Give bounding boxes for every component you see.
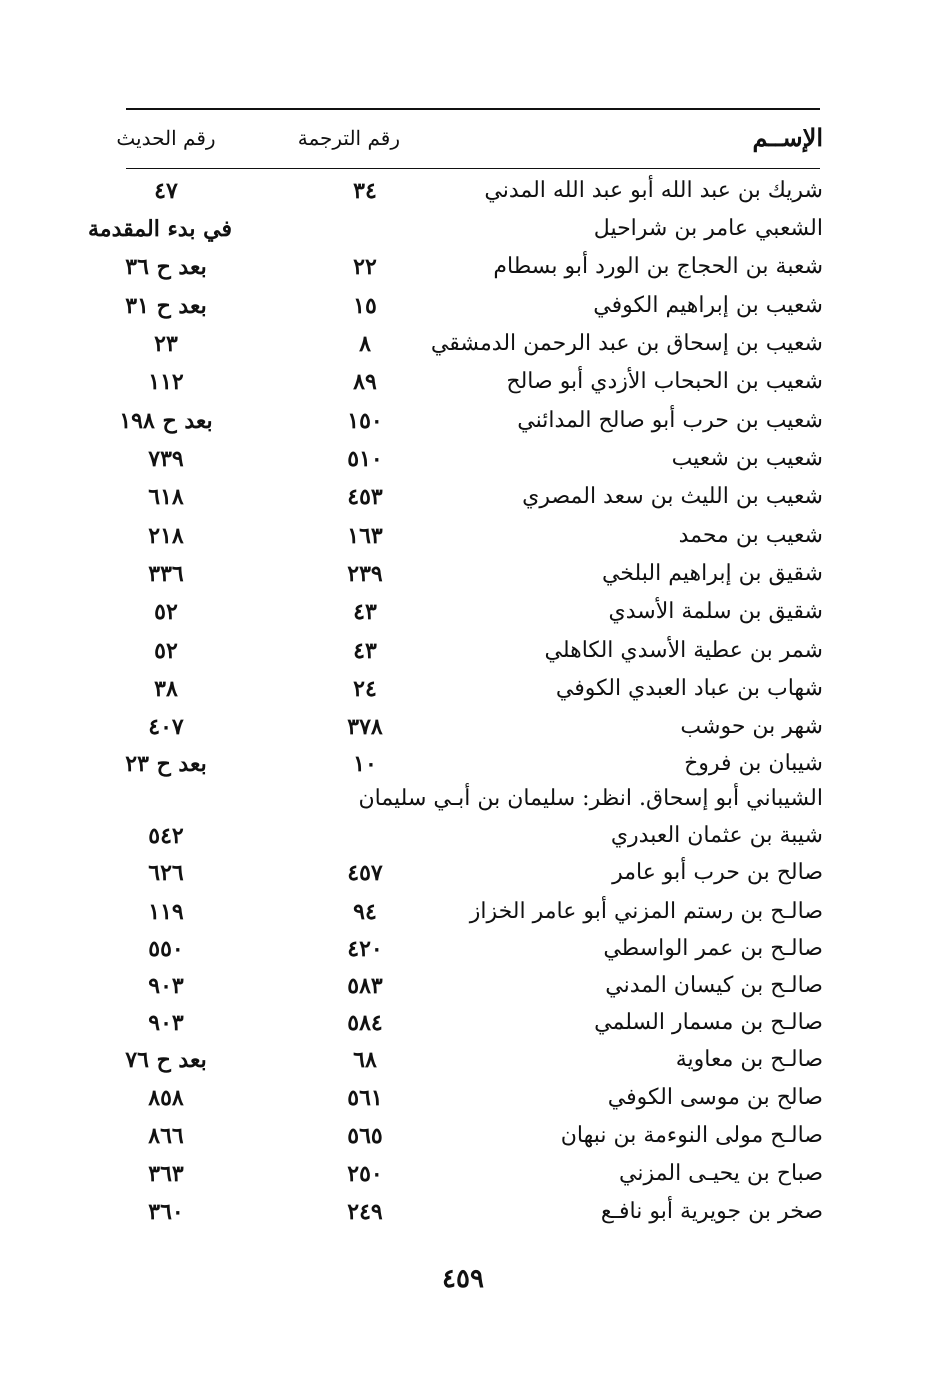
biography-number: ٨ — [359, 331, 371, 357]
biography-number: ١٦٣ — [347, 523, 383, 549]
biography-number: ٥٨٣ — [347, 973, 383, 999]
hadith-number: بعد ح ١٩٨ — [119, 408, 213, 434]
table-row — [0, 1155, 927, 1193]
narrator-name: صالـح مولى النوءمة بن نبهان — [560, 1123, 823, 1148]
biography-number: ٦٨ — [353, 1047, 377, 1073]
biography-number: ٢٢ — [353, 254, 377, 280]
hadith-number: ٣٦٠ — [148, 1199, 184, 1225]
biography-number — [330, 210, 400, 248]
hadith-number: ١١٩ — [148, 899, 184, 925]
biography-number — [330, 817, 400, 855]
narrator-name: شهر بن حوشب — [680, 714, 823, 739]
narrator-name: شريك بن عبد الله أبو عبد الله المدني — [484, 178, 823, 203]
narrator-name: شقيق بن إبراهيم البلخي — [601, 561, 823, 586]
biography-number: ١٥ — [353, 293, 377, 319]
narrator-name: صباح بن يحيـى المزني — [619, 1161, 823, 1186]
narrator-name: شعبة بن الحجاج بن الورد أبو بسطام — [493, 254, 823, 279]
narrator-name: شعيب بن الليث بن سعد المصري — [522, 484, 823, 509]
hadith-number: ٣٨ — [154, 676, 178, 702]
table-row — [0, 780, 927, 818]
table-row — [0, 817, 927, 855]
table-row — [0, 1117, 927, 1155]
narrator-name: شعيب بن الحبحاب الأزدي أبو صالح — [506, 369, 823, 394]
hadith-number: ٥٢ — [154, 638, 178, 664]
page-number: ٤٥٩ — [442, 1264, 484, 1294]
narrator-name: شعيب بن شعيب — [671, 446, 823, 471]
narrator-name: شعيب بن إبراهيم الكوفي — [593, 293, 823, 318]
hadith-number: ٩٠٣ — [148, 1010, 184, 1036]
hadith-number: ٧٣٩ — [148, 446, 184, 472]
biography-number: ٥٦١ — [347, 1085, 383, 1111]
hadith-number: ٢٣ — [154, 331, 178, 357]
hadith-number-column-header: رقم الحديث — [116, 126, 216, 150]
biography-number: ١٥٠ — [347, 408, 383, 434]
table-row — [0, 967, 927, 1005]
table-row — [0, 555, 927, 593]
biography-number: ٢٥٠ — [347, 1161, 383, 1187]
table-row — [0, 670, 927, 708]
table-row — [0, 172, 927, 210]
narrator-name: صخر بن جويرية أبو نافـع — [600, 1199, 823, 1224]
narrator-name: صالـح بن رستم المزني أبو عامر الخزاز — [469, 899, 823, 924]
biography-number: ٤٥٣ — [347, 484, 383, 510]
narrator-name: صالـح بن معاوية — [675, 1047, 823, 1072]
hadith-number: ٦٢٦ — [148, 860, 184, 886]
table-row — [0, 854, 927, 892]
biography-number: ٢٤٩ — [347, 1199, 383, 1225]
narrator-name: شعيب بن إسحاق بن عبد الرحمن الدمشقي — [430, 331, 823, 356]
hadith-number: ٥٤٢ — [148, 823, 184, 849]
hadith-number: ٣٣٦ — [148, 561, 184, 587]
narrator-name: شعيب بن حرب أبو صالح المدائني — [517, 408, 823, 433]
table-row — [0, 517, 927, 555]
hadith-number: ٤٧ — [154, 178, 178, 204]
top-rule — [126, 108, 820, 110]
name-column-header: الإســم — [752, 123, 823, 152]
table-row — [0, 1041, 927, 1079]
hadith-number: ١١٢ — [148, 369, 184, 395]
hadith-number: ٣٦٣ — [148, 1161, 184, 1187]
table-row — [0, 593, 927, 631]
table-row — [0, 325, 927, 363]
table-row — [0, 708, 927, 746]
table-row — [0, 745, 927, 783]
biography-number: ٤٢٠ — [347, 936, 383, 962]
hadith-number: بعد ح ٢٣ — [125, 751, 207, 777]
table-row — [0, 1004, 927, 1042]
hadith-number: ٥٥٠ — [148, 936, 184, 962]
hadith-number — [100, 780, 232, 818]
narrator-name: شهاب بن عباد العبدي الكوفي — [555, 676, 823, 701]
biography-number: ٨٩ — [353, 369, 377, 395]
table-row — [0, 632, 927, 670]
table-row — [0, 930, 927, 968]
narrator-name: شيبان بن فروخ — [684, 751, 823, 776]
table-row — [0, 363, 927, 401]
biography-number: ٢٤ — [353, 676, 377, 702]
hadith-number: بعد ح ٧٦ — [125, 1047, 207, 1073]
table-row — [0, 287, 927, 325]
table-row — [0, 402, 927, 440]
biography-number: ٤٣ — [353, 638, 377, 664]
biography-number: ١٠ — [353, 751, 377, 777]
hadith-number: ٦١٨ — [148, 484, 184, 510]
table-row — [0, 210, 927, 248]
narrator-name: شمر بن عطية الأسدي الكاهلي — [544, 638, 823, 663]
narrator-name: شقيق بن سلمة الأسدي — [608, 599, 823, 624]
table-row — [0, 440, 927, 478]
hadith-number: في بدء المقدمة — [88, 216, 232, 242]
hadith-number: ٥٢ — [154, 599, 178, 625]
narrator-name: صالـح بن مسمار السلمي — [594, 1010, 823, 1035]
narrator-name: صالـح بن عمر الواسطي — [603, 936, 823, 961]
biography-number: ٥١٠ — [347, 446, 383, 472]
narrator-name: صالح بن حرب أبو عامر — [612, 860, 823, 885]
biography-number: ٥٨٤ — [347, 1010, 383, 1036]
header-rule — [126, 168, 820, 169]
hadith-number: بعد ح ٣٦ — [125, 254, 207, 280]
hadith-number: ٨٥٨ — [148, 1085, 184, 1111]
narrator-name: شعيب بن محمد — [678, 523, 823, 548]
biography-number: ٣٧٨ — [347, 714, 383, 740]
table-header — [0, 118, 927, 158]
biography-number — [330, 780, 400, 818]
hadith-number: ٢١٨ — [148, 523, 184, 549]
biography-number: ٩٤ — [353, 899, 377, 925]
narrator-name: شيبة بن عثمان العبدري — [610, 823, 823, 848]
hadith-number: ٩٠٣ — [148, 973, 184, 999]
biography-number: ٥٦٥ — [347, 1123, 383, 1149]
table-row — [0, 1079, 927, 1117]
biography-number: ٢٣٩ — [347, 561, 383, 587]
narrator-name: صالح بن موسى الكوفي — [607, 1085, 823, 1110]
table-row — [0, 1193, 927, 1231]
narrator-name: الشيباني أبو إسحاق. انظر: سليمان بن أبـي سليمان — [358, 786, 823, 811]
biography-number-column-header: رقم الترجمة — [297, 126, 400, 150]
hadith-number: ٤٠٧ — [148, 714, 184, 740]
narrator-name: الشعبي عامر بن شراحيل — [593, 216, 823, 241]
biography-number: ٣٤ — [353, 178, 377, 204]
hadith-number: بعد ح ٣١ — [125, 293, 207, 319]
biography-number: ٤٣ — [353, 599, 377, 625]
biography-number: ٤٥٧ — [347, 860, 383, 886]
hadith-number: ٨٦٦ — [148, 1123, 184, 1149]
table-row — [0, 893, 927, 931]
table-row — [0, 478, 927, 516]
table-row — [0, 248, 927, 286]
narrator-name: صالـح بن كيسان المدني — [605, 973, 823, 998]
